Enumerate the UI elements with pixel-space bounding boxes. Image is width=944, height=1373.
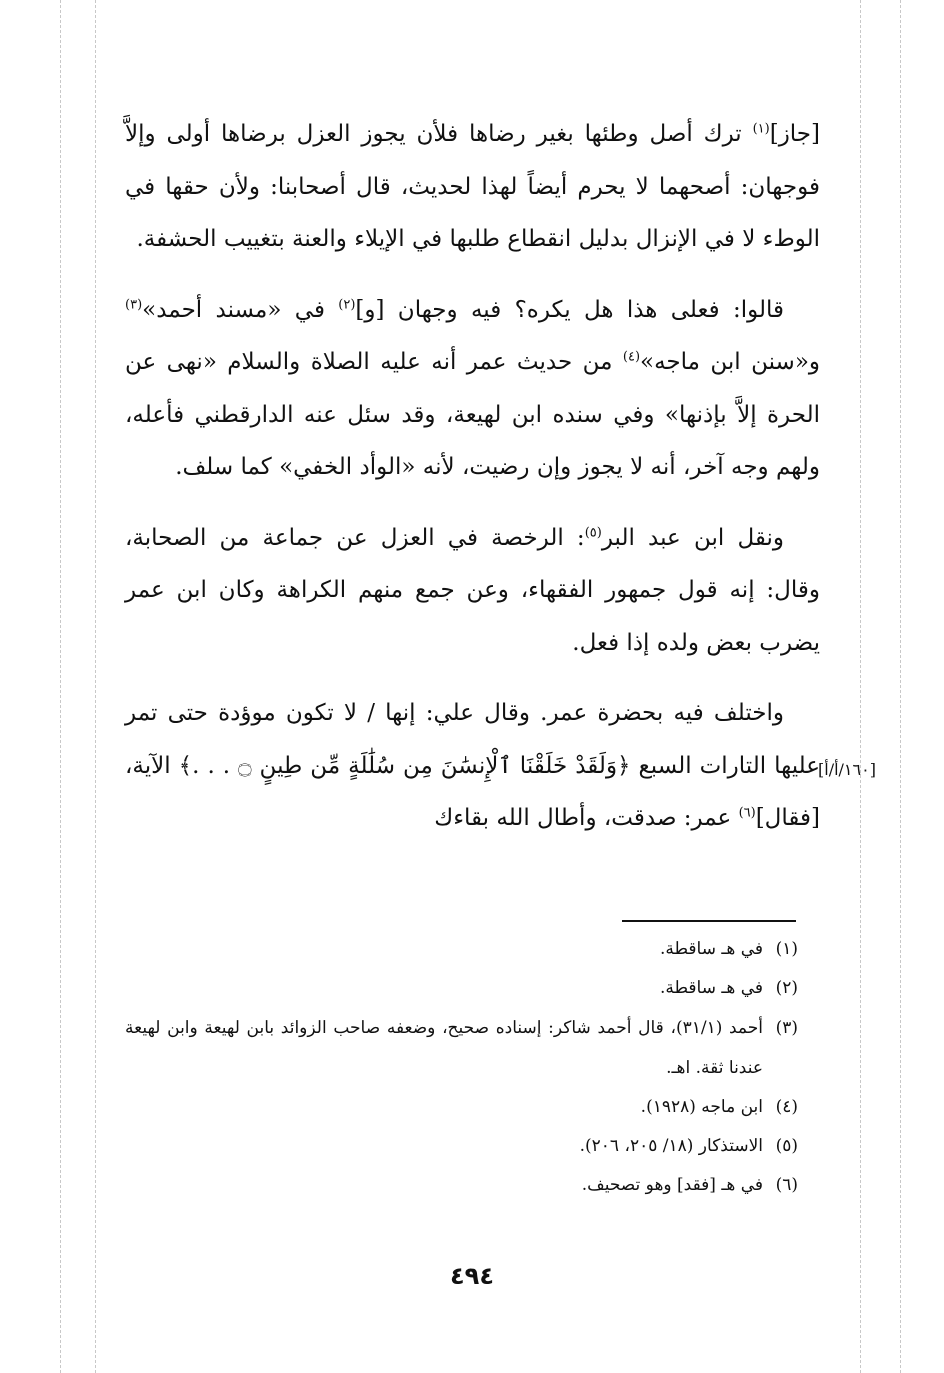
- text-run: [جاز]: [769, 121, 820, 147]
- text-run: و«سنن ابن ماجه»: [640, 349, 820, 375]
- footnote-1: [125, 930, 820, 969]
- footnote-3: [125, 1008, 820, 1088]
- text-run: ترك أصل وطئها بغير رضاها فلأن يجوز العزل برضاها أولى وإلاَّ فوجهان: أصحهما لا يحرم أيضاً لهذا لحديث، قال أصحابنا: ولأن حقها في الوطء لا في الإنزال بدليل انقطاع طلبها في الإيلاء والعنة بتغييب الحشفة.: [125, 121, 820, 252]
- footnote-number: (٢): [775, 978, 798, 998]
- footnote-number: (١): [775, 939, 798, 959]
- text-run: من حديث عمر أنه عليه الصلاة والسلام «نهى عن الحرة إلاَّ بإذنها» وفي سنده ابن لهيعة، وقد سئل عنه الدارقطني فأعله، ولهم وجه آخر، أنه لا يجوز وإن رضيت، لأنه «الوأد الخفي» كما سلف.: [125, 349, 820, 480]
- footnote-text: ابن ماجه (١٩٢٨).: [640, 1097, 763, 1117]
- text-run: في «مسند أحمد»: [142, 296, 339, 323]
- text-run: عمر: صدقت، وأطال الله بقاءك: [434, 805, 739, 831]
- footnote-number: (٦): [775, 1175, 798, 1195]
- footnote-4: [125, 1088, 820, 1127]
- footnote-ref-2[interactable]: (٢): [338, 296, 356, 312]
- footnote-text: الاستذكار (١٨/ ٢٠٥، ٢٠٦).: [579, 1136, 763, 1156]
- footnote-number: (٥): [775, 1136, 798, 1156]
- footnote-5: [125, 1127, 820, 1166]
- paragraph-4: [125, 687, 820, 845]
- scan-guide-line: [95, 0, 96, 1373]
- scan-guide-line: [860, 0, 861, 1373]
- footnote-number: (٤): [775, 1097, 798, 1117]
- footnote-6: [125, 1166, 820, 1205]
- main-text: [125, 108, 820, 863]
- page-number: ٤٩٤: [450, 1262, 494, 1290]
- paragraph-1: [125, 108, 820, 266]
- footnote-text: أحمد (٣١/١)، قال أحمد شاكر: إسناده صحيح، وضعفه صاحب الزوائد بابن لهيعة وابن لهيعة عندنا ثقة. اهـ.: [125, 1018, 763, 1078]
- footnote-ref-1[interactable]: (١): [752, 121, 770, 137]
- footnote-separator: [622, 920, 796, 922]
- footnote-ref-4[interactable]: (٤): [622, 349, 641, 365]
- footnote-text: في هـ [فقد] وهو تصحيف.: [581, 1175, 763, 1195]
- scan-guide-line: [900, 0, 901, 1373]
- paragraph-3: [125, 512, 820, 670]
- footnotes: [125, 930, 820, 1205]
- footnote-text: في هـ ساقطة.: [659, 978, 763, 998]
- scan-guide-line: [60, 0, 61, 1373]
- text-run: واختلف فيه بحضرة عمر. وقال علي: إنها / لا تكون موؤدة حتى تمر عليها التارات السبع ﴿وَلَقَدْ خَلَقْنَا ٱلْإِنسَٰنَ مِن سُلَٰلَةٍ مِّن طِينٍ ۝ . . .﴾ الآية، [فقال]: [125, 700, 820, 831]
- text-run: ونقل ابن عبد البر: [601, 524, 785, 551]
- footnote-ref-3[interactable]: (٣): [125, 296, 143, 312]
- footnote-number: (٣): [775, 1018, 798, 1038]
- footnote-2: [125, 969, 820, 1008]
- footnote-ref-5[interactable]: (٥): [584, 524, 602, 540]
- text-run: : الرخصة في العزل عن جماعة من الصحابة، وقال: إنه قول جمهور الفقهاء، وعن جمع منهم الكراهة وكان ابن عمر يضرب بعض ولده إذا فعل.: [125, 524, 820, 656]
- paragraph-2: [125, 284, 820, 494]
- footnote-text: في هـ ساقطة.: [659, 939, 763, 959]
- manuscript-folio-marker: [١٦٠/أ/أ]: [818, 760, 876, 779]
- text-run: قالوا: فعلى هذا هل يكره؟ فيه وجهان [و]: [355, 296, 784, 323]
- footnote-ref-6[interactable]: (٦): [738, 805, 756, 821]
